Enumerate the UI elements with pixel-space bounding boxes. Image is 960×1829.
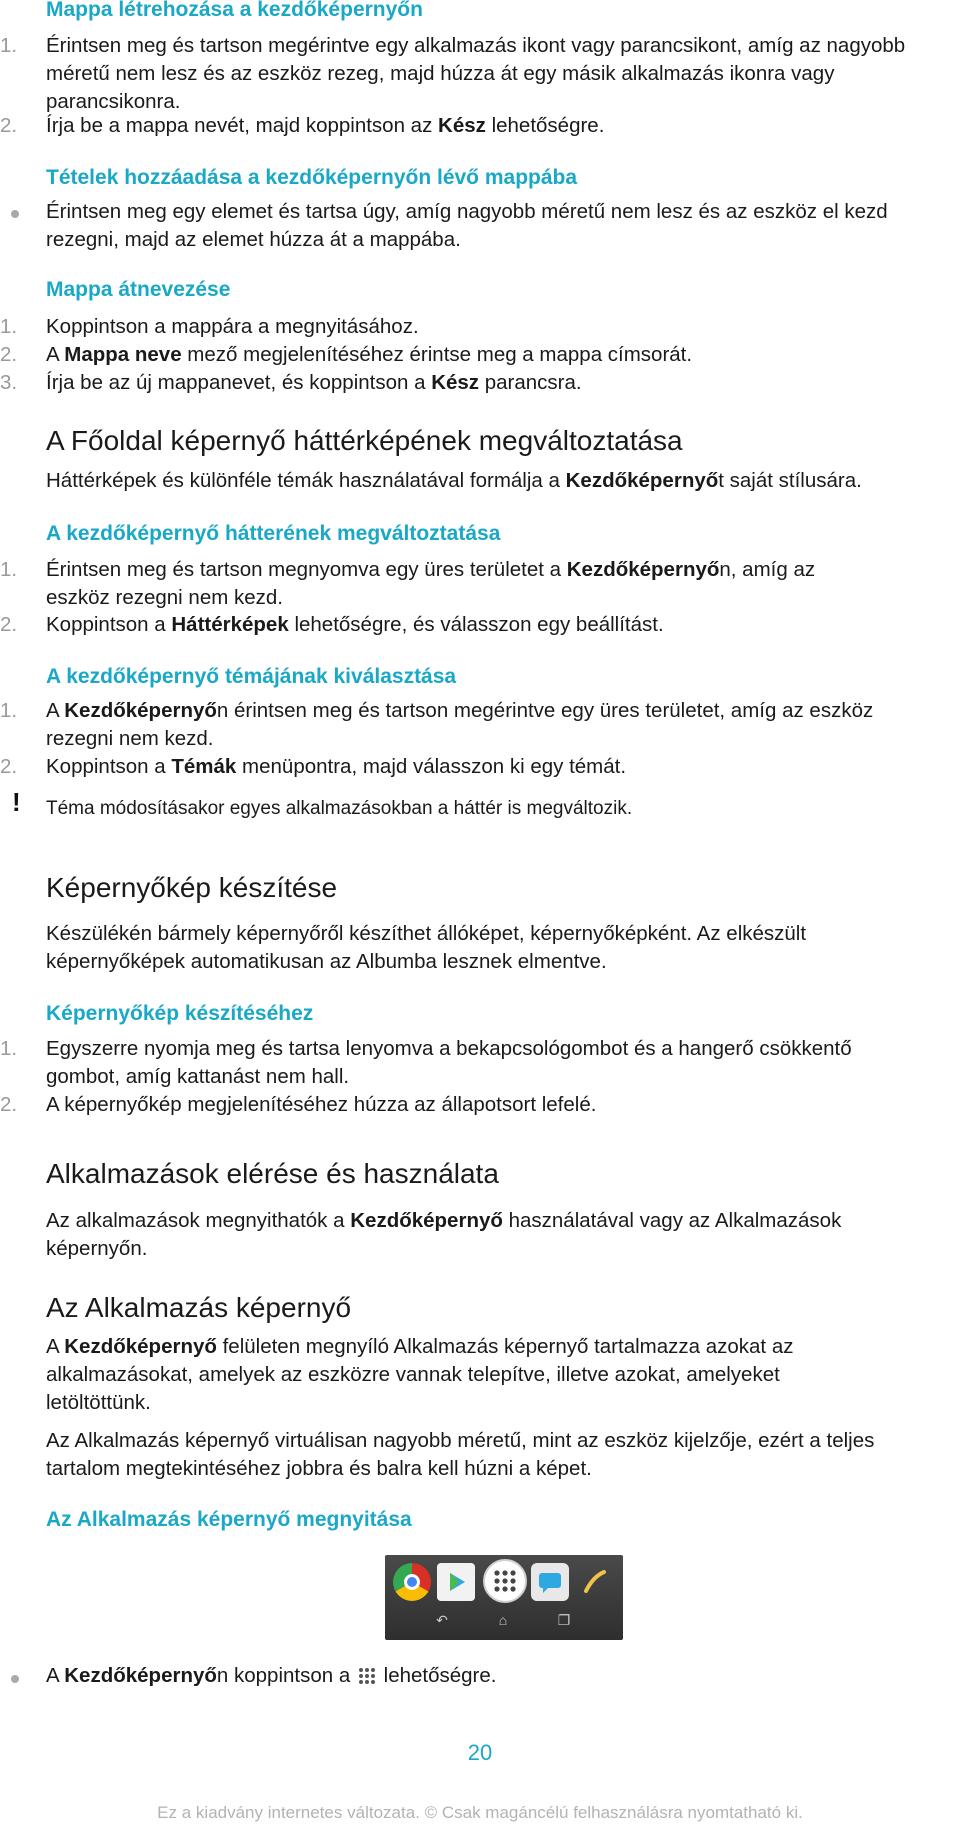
bullet-text: A Kezdőképernyőn koppintson a lehetőségre. [46, 1664, 497, 1687]
back-icon: ↶ [436, 1612, 448, 1628]
subheading-create-folder: Mappa létrehozása a kezdőképernyőn [46, 0, 423, 21]
step-text: Írja be a mappa nevét, majd koppintson az Kész lehetőségre. [46, 114, 605, 137]
phone-icon [575, 1563, 613, 1601]
heading-home-wallpaper: A Főoldal képernyő háttérképének megváltoztatása [46, 425, 683, 456]
subheading-choose-theme: A kezdőképernyő témájának kiválasztása [46, 665, 457, 688]
step-text: A Mappa neve mező megjelenítéséhez érintse meg a mappa címsorát. [46, 343, 693, 366]
bullet-icon [11, 210, 19, 218]
subheading-add-items-to-folder: Tételek hozzáadása a kezdőképernyőn lévő mappába [46, 166, 578, 189]
step-number: 2. [0, 755, 18, 778]
app-drawer-icon [358, 1667, 376, 1685]
paragraph-app-screen-2: Az Alkalmazás képernyő virtuálisan nagyobb méretű, mint az eszköz kijelzője, ezért a teljes tartalom megtekintéséhez jobbra és balra kell húzni a képet. [46, 1429, 875, 1480]
step-text: A képernyőkép megjelenítéséhez húzza az állapotsort lefelé. [46, 1093, 597, 1116]
recent-apps-icon: ❐ [557, 1612, 571, 1628]
step-number: 1. [0, 315, 18, 338]
step-text: Érintsen meg és tartson megnyomva egy üres területet a Kezdőképernyőn, amíg az eszköz rezegni nem kezd. [46, 558, 816, 609]
bullet-text: Érintsen meg egy elemet és tartsa úgy, amíg nagyobb méretű nem lesz és az eszköz el kezd rezegni, majd az elemet húzza át a mappába. [46, 200, 888, 251]
play-store-icon [437, 1563, 475, 1601]
step-number: 2. [0, 1093, 18, 1116]
heading-screenshot: Képernyőkép készítése [46, 872, 338, 903]
step-number: 3. [0, 371, 18, 394]
step-text: Érintsen meg és tartson megérintve egy alkalmazás ikont vagy parancsikont, amíg az nagyobb méretű nem lesz és az eszköz rezeg, majd húzza át egy másik alkalmazás ikonra vagy parancsikonra. [46, 34, 906, 113]
app-drawer-icon [483, 1559, 527, 1603]
step-number: 1. [0, 34, 18, 57]
step-number: 1. [0, 558, 18, 581]
note-text: Téma módosításakor egyes alkalmazásokban a háttér is megváltozik. [46, 798, 633, 819]
paragraph-apps-intro: Az alkalmazások megnyithatók a Kezdőképernyő használatával vagy az Alkalmazások képernyőn. [46, 1209, 842, 1260]
step-text: Írja be az új mappanevet, és koppintson a Kész parancsra. [46, 371, 582, 394]
messaging-icon [531, 1563, 569, 1601]
subheading-take-screenshot: Képernyőkép készítéséhez [46, 1002, 314, 1025]
step-number: 2. [0, 114, 18, 137]
step-number: 1. [0, 1037, 18, 1060]
step-text: Egyszerre nyomja meg és tartsa lenyomva a bekapcsológombot és a hangerő csökkentő gombot, amíg kattanást nem hall. [46, 1037, 852, 1088]
subheading-change-background: A kezdőképernyő hátterének megváltoztatása [46, 522, 501, 545]
heading-app-screen: Az Alkalmazás képernyő [46, 1292, 352, 1323]
paragraph-screenshot-intro: Készülékén bármely képernyőről készíthet állóképet, képernyőképként. Az elkészült képernyőképek automatikusan az Albumba lesznek elmentve. [46, 922, 807, 973]
step-text: Koppintson a mappára a megnyitásához. [46, 315, 419, 338]
subheading-open-app-screen: Az Alkalmazás képernyő megnyitása [46, 1508, 412, 1531]
home-icon: ⌂ [498, 1612, 508, 1628]
heading-apps-access: Alkalmazások elérése és használata [46, 1158, 499, 1189]
step-number: 2. [0, 343, 18, 366]
step-text: Koppintson a Témák menüpontra, majd válasszon ki egy témát. [46, 755, 627, 778]
chrome-icon [393, 1563, 431, 1601]
step-number: 1. [0, 699, 18, 722]
footer-note: Ez a kiadvány internetes változata. © Csak magáncélú felhasználásra nyomtatható ki. [157, 1803, 803, 1822]
paragraph-wallpaper-intro: Háttérképek és különféle témák használatával formálja a Kezdőképernyőt saját stílusára. [46, 469, 862, 492]
subheading-rename-folder: Mappa átnevezése [46, 278, 231, 301]
step-text: A Kezdőképernyőn érintsen meg és tartson megérintve egy üres területet, amíg az eszköz rezegni nem kezd. [46, 699, 874, 750]
step-text: Koppintson a Háttérképek lehetőségre, és válasszon egy beállítást. [46, 613, 664, 636]
page-number: 20 [467, 1740, 493, 1765]
paragraph-app-screen-1: A Kezdőképernyő felületen megnyíló Alkalmazás képernyő tartalmazza azokat az alkalmazásokat, amelyek az eszközre vannak telepítve, illetve azokat, amelyeket letöltöttünk. [46, 1335, 794, 1414]
warning-icon: ! [12, 787, 21, 817]
home-screen-dock-illustration [385, 1555, 623, 1640]
step-number: 2. [0, 613, 18, 636]
bullet-icon [11, 1675, 19, 1683]
